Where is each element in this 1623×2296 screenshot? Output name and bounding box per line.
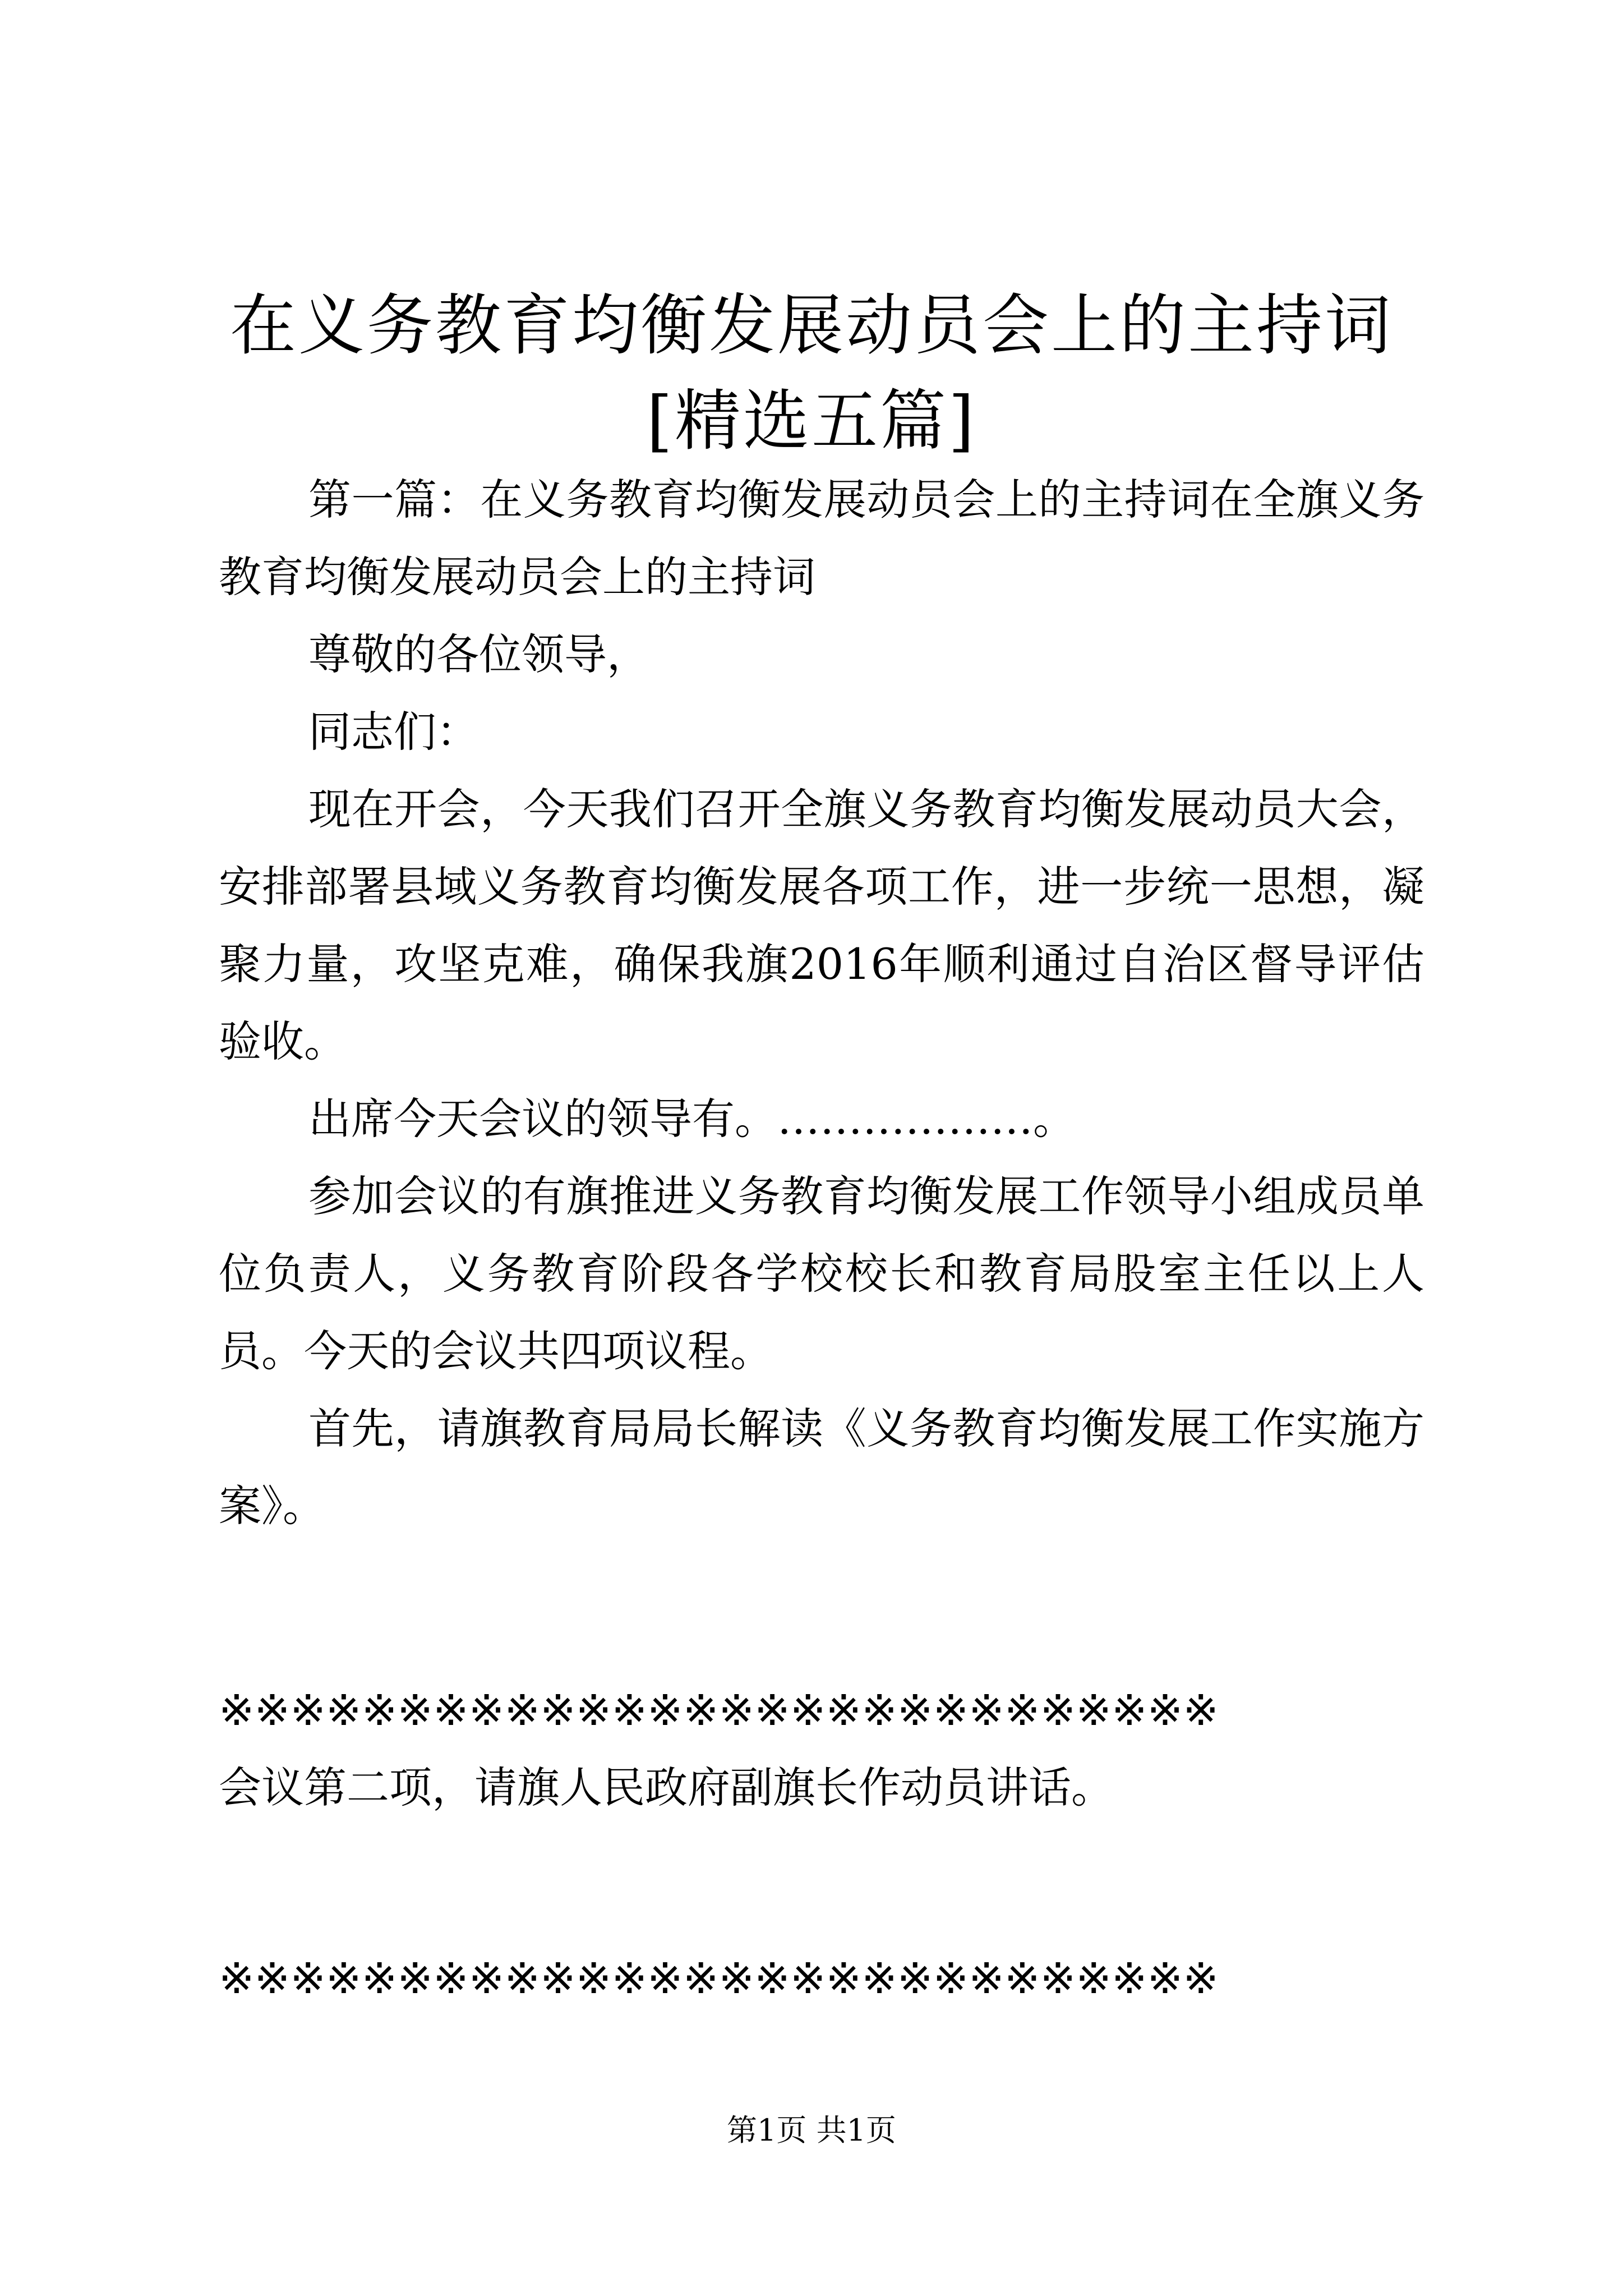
paragraph-comrades: 同志们： (308, 707, 479, 757)
paragraph-heading: 第一篇：在义务教育均衡发展动员会上的主持词在全旗义务教育均衡发展动员会上的主持词 (219, 475, 1424, 602)
paragraph-participants: 参加会议的有旗推进义务教育均衡发展工作领导小组成员单位负责人，义务教育阶段各学校校长和教育局股室主任以上人员。今天的会议共四项议程。 (219, 1171, 1424, 1376)
document-title: 在义务教育均衡发展动员会上的主持词[精选五篇] (229, 287, 1393, 459)
paragraph-salutation: 尊敬的各位领导， (308, 629, 649, 679)
paragraph-agenda-1: 首先，请旗教育局局长解读《义务教育均衡发展工作实施方案》。 (219, 1404, 1424, 1531)
separator-line: ※※※※※※※※※※※※※※※※※※※※※※※※※※※※ (219, 1685, 1219, 1735)
document-body (219, 461, 1424, 1545)
paragraph-opening: 现在开会，今天我们召开全旗义务教育均衡发展动员大会，安排部署县域义务教育均衡发展各项工作，进一步统一思想，凝聚力量，攻坚克难，确保我旗2016年顺利通过自治区督导评估验收。 (219, 784, 1424, 1066)
paragraph-attending-leaders: 出席今天会议的领导有。………………。 (308, 1094, 1076, 1144)
paragraph-agenda-2: 会议第二项，请旗人民政府副旗长作动员讲话。 (219, 1763, 1114, 1812)
separator-line: ※※※※※※※※※※※※※※※※※※※※※※※※※※※※ (219, 1953, 1219, 2003)
page-footer: 第1页 共1页 (727, 2113, 896, 2148)
